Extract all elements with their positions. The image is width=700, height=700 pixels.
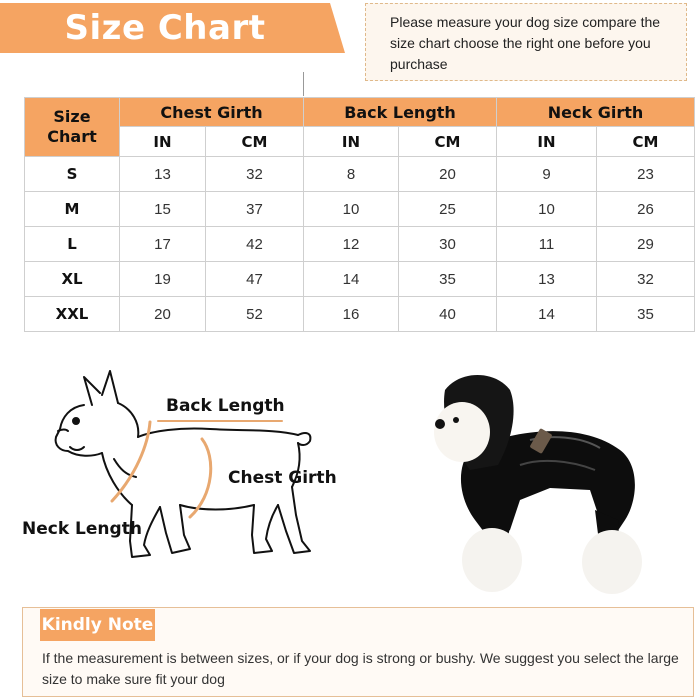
table-cell: 15	[120, 192, 206, 227]
unit-header: IN	[120, 127, 206, 157]
table-cell: 35	[399, 262, 497, 297]
table-cell: 11	[497, 227, 597, 262]
table-cell: 9	[497, 157, 597, 192]
table-header-row	[25, 98, 695, 127]
table-cell: 16	[304, 297, 399, 332]
size-table	[24, 97, 695, 332]
table-row	[25, 297, 695, 332]
table-cell: 14	[304, 262, 399, 297]
table-cell: 12	[304, 227, 399, 262]
header-neck-girth: Neck Girth	[497, 98, 695, 127]
unit-header: CM	[206, 127, 304, 157]
table-cell: 26	[597, 192, 695, 227]
corner-label-chart: Chart	[47, 127, 97, 146]
table-cell: 52	[206, 297, 304, 332]
table-cell: 47	[206, 262, 304, 297]
title-banner	[0, 3, 345, 53]
dog-face	[434, 402, 490, 462]
table-cell: 32	[597, 262, 695, 297]
size-label: XL	[25, 262, 120, 297]
corner-label-size: Size	[53, 107, 91, 126]
table-cell: 42	[206, 227, 304, 262]
dog-nose	[435, 419, 445, 429]
table-cell: 20	[399, 157, 497, 192]
unit-header: CM	[597, 127, 695, 157]
size-label: M	[25, 192, 120, 227]
size-label: S	[25, 157, 120, 192]
table-cell: 35	[597, 297, 695, 332]
size-label: L	[25, 227, 120, 262]
divider	[303, 72, 304, 96]
header-back-length: Back Length	[304, 98, 497, 127]
chest-measure-line	[190, 439, 211, 517]
label-chest-girth: Chest Girth	[228, 468, 337, 488]
label-neck-length: Neck Length	[22, 519, 142, 539]
table-cell: 10	[497, 192, 597, 227]
unit-row	[25, 127, 695, 157]
instruction-text: Please measure your dog size compare the size chart choose the right one before you purchase	[365, 3, 687, 81]
table-cell: 20	[120, 297, 206, 332]
table-cell: 23	[597, 157, 695, 192]
front-paw	[462, 528, 522, 592]
table-cell: 29	[597, 227, 695, 262]
table-cell: 13	[497, 262, 597, 297]
table-cell: 30	[399, 227, 497, 262]
table-cell: 32	[206, 157, 304, 192]
table-cell: 14	[497, 297, 597, 332]
unit-header: IN	[304, 127, 399, 157]
page-title: Size Chart	[64, 8, 266, 48]
table-cell: 19	[120, 262, 206, 297]
table-cell: 17	[120, 227, 206, 262]
dog-in-jacket-photo	[400, 370, 660, 605]
unit-header: CM	[399, 127, 497, 157]
table-cell: 40	[399, 297, 497, 332]
table-cell: 10	[304, 192, 399, 227]
note-text: If the measurement is between sizes, or if your dog is strong or bushy. We suggest you select the large size to make sure fit your dog	[42, 650, 679, 687]
label-back-length: Back Length	[166, 396, 285, 416]
table-cell: 8	[304, 157, 399, 192]
size-label: XXL	[25, 297, 120, 332]
table-row	[25, 192, 695, 227]
header-chest-girth: Chest Girth	[120, 98, 304, 127]
note-heading: Kindly Note	[40, 609, 155, 641]
table-row	[25, 262, 695, 297]
table-cell: 25	[399, 192, 497, 227]
table-row	[25, 227, 695, 262]
dog-eye	[453, 417, 459, 423]
table-row	[25, 157, 695, 192]
table-cell: 37	[206, 192, 304, 227]
rear-paw	[582, 530, 642, 594]
unit-header: IN	[497, 127, 597, 157]
table-cell: 13	[120, 157, 206, 192]
corner-header	[25, 98, 120, 157]
